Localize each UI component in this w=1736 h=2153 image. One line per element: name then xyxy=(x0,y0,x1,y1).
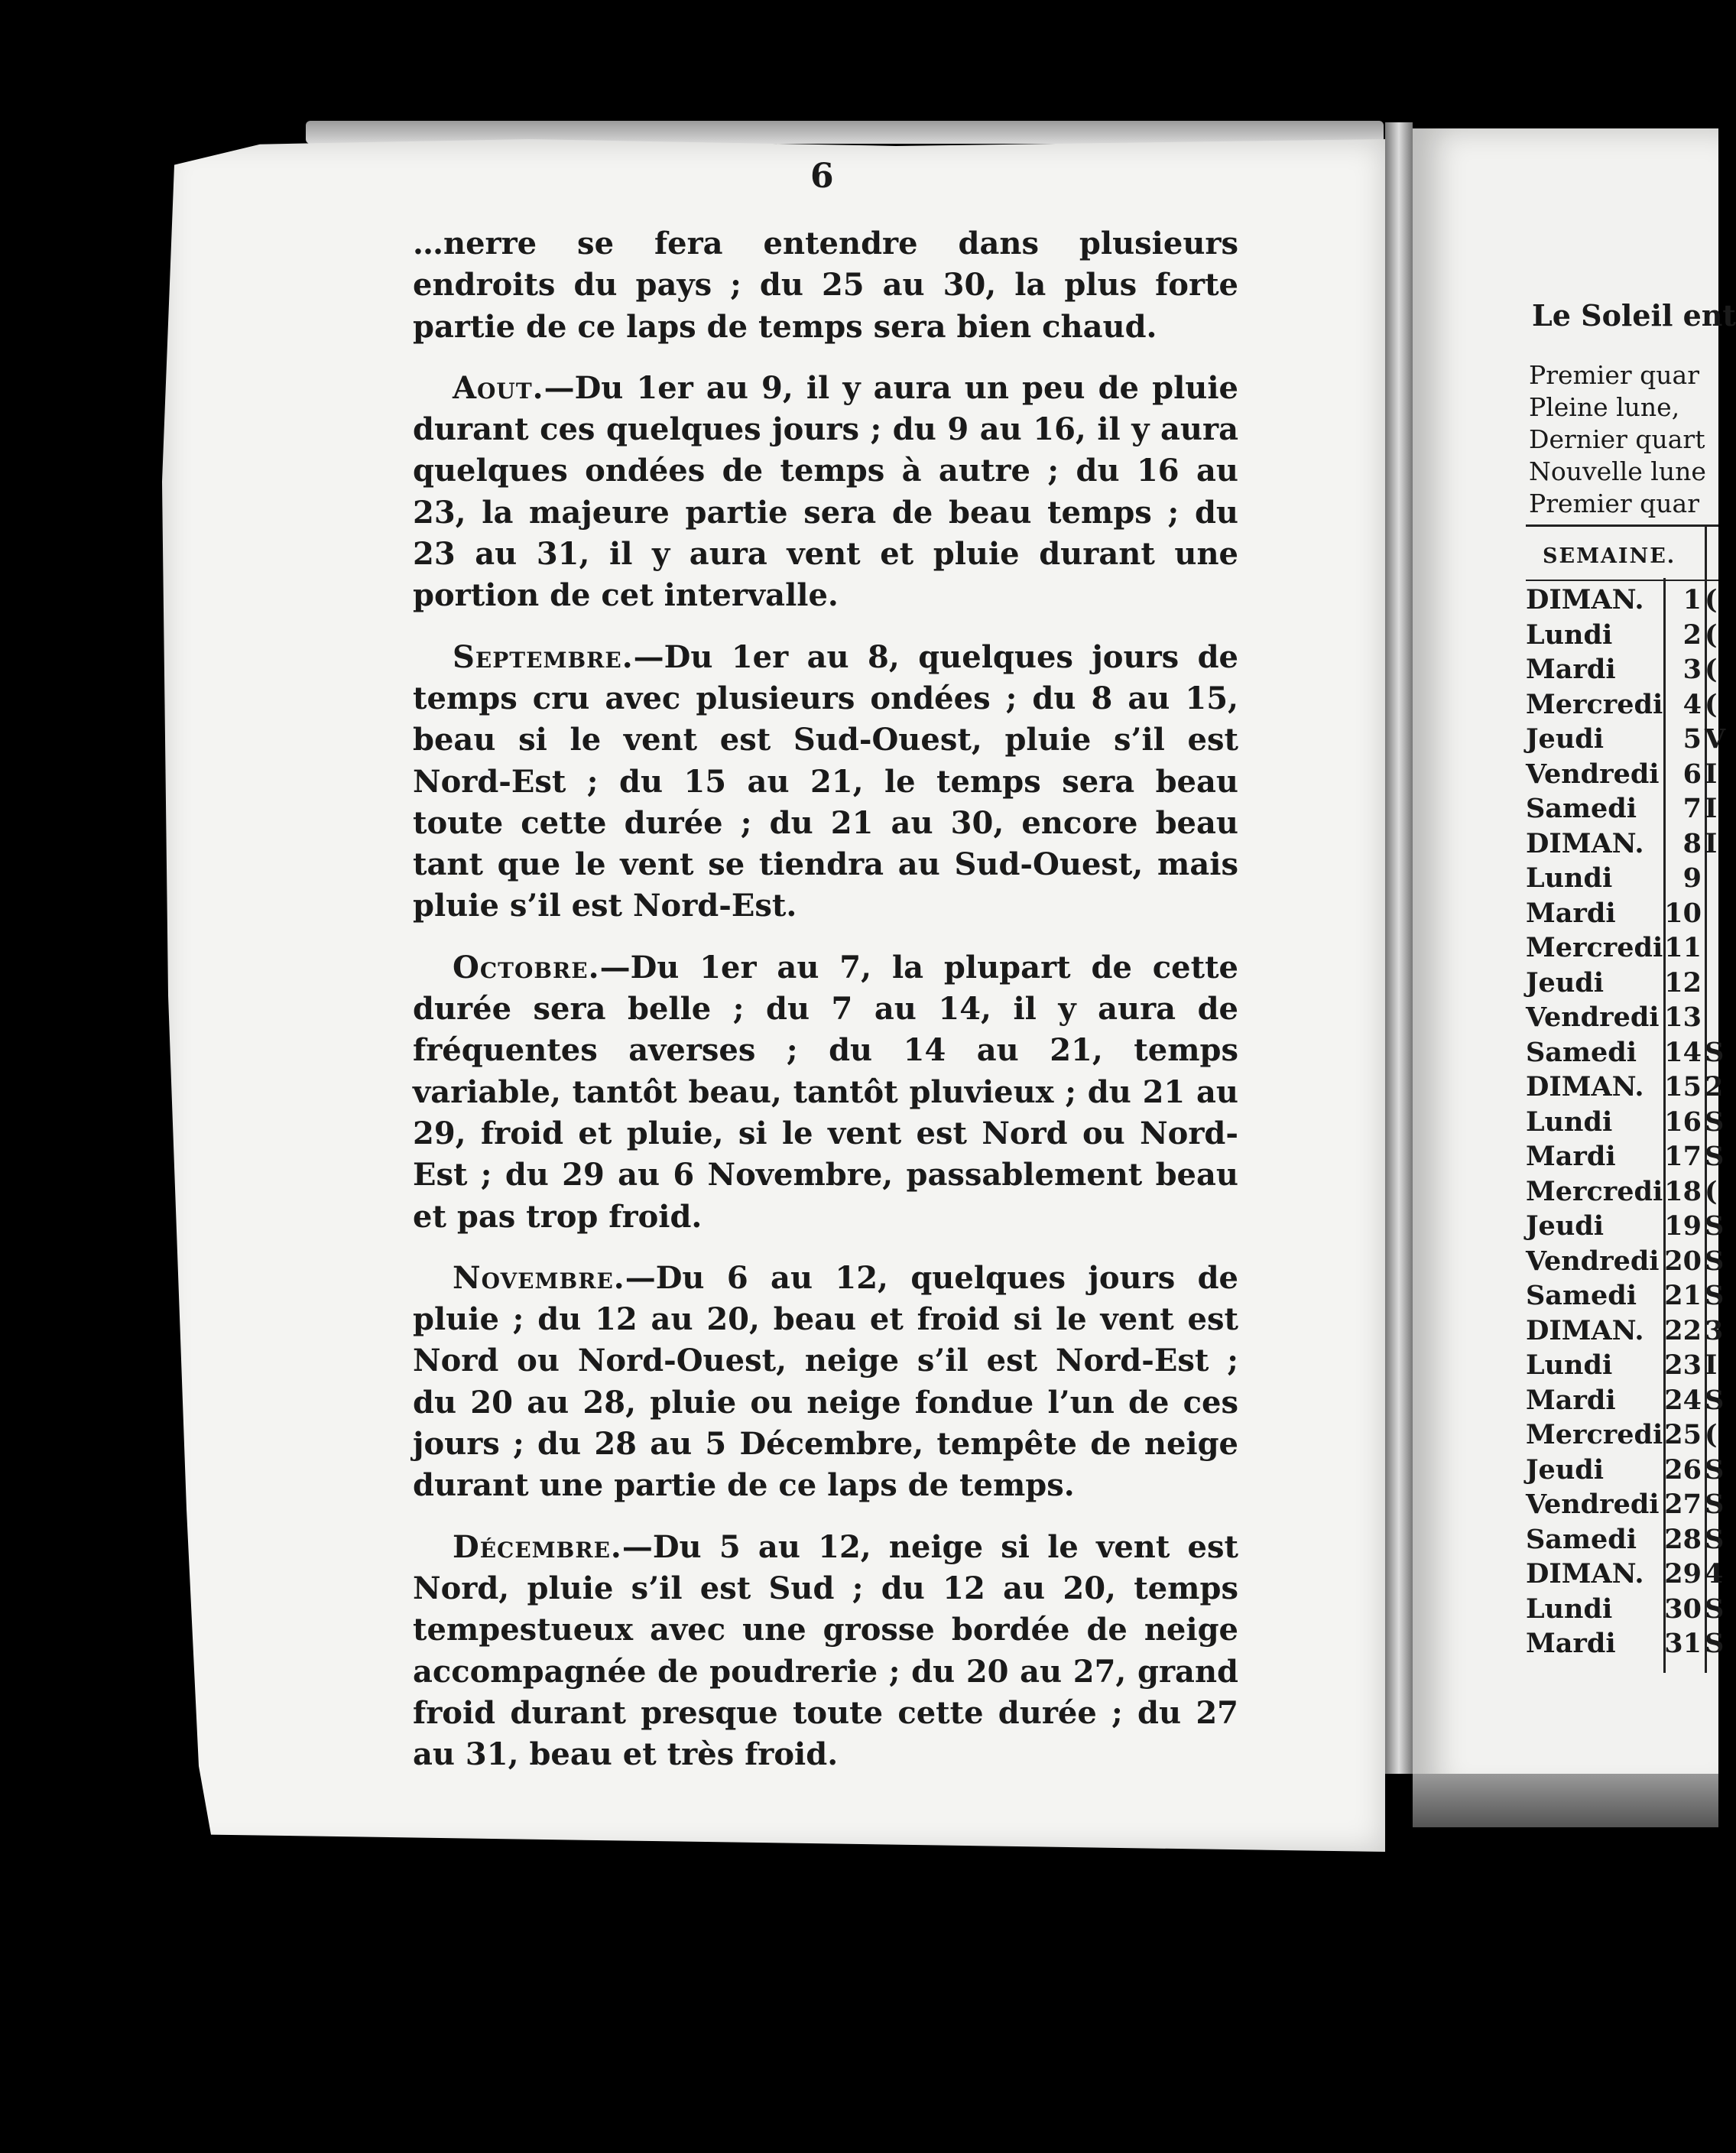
month-aout: Aout. xyxy=(453,369,544,406)
calendar-title: Le Soleil ent xyxy=(1532,298,1736,333)
day-number: 13 xyxy=(1664,1002,1702,1033)
novembre-text: —Du 6 au 12, quelques jours de pluie ; du 12 au 20, beau et froid si le vent est Nord ou Nord-Ouest, neige s’il est Nord-Est ; du 20 au 28, pluie ou neige fondue l’un de ces jours ; du 28 au 5 Décembre, tempête de neige durant une partie de ce laps de temps. xyxy=(413,1259,1238,1504)
day-extra: 2 xyxy=(1705,1071,1724,1102)
right-page-bottom-edge xyxy=(1413,1774,1718,1827)
day-name: Vendredi xyxy=(1526,758,1660,790)
day-number: 5 xyxy=(1682,723,1702,755)
day-extra: I xyxy=(1705,793,1718,824)
day-number: 30 xyxy=(1664,1593,1702,1625)
day-name: Mardi xyxy=(1526,1141,1616,1172)
day-name: Mardi xyxy=(1526,1628,1616,1659)
paragraph-aout xyxy=(413,368,1238,617)
phase-item: Pleine lune, xyxy=(1529,392,1680,422)
day-extra: 3 xyxy=(1705,1314,1724,1346)
day-number: 15 xyxy=(1664,1071,1702,1102)
day-number: 20 xyxy=(1664,1245,1702,1277)
day-number: 2 xyxy=(1682,619,1702,651)
day-number: 28 xyxy=(1664,1523,1702,1555)
month-septembre: Septembre. xyxy=(453,638,634,675)
day-name: Lundi xyxy=(1526,1349,1613,1381)
paragraph-novembre xyxy=(413,1258,1238,1507)
day-number: 16 xyxy=(1664,1106,1702,1138)
day-name: Mercredi xyxy=(1526,1175,1663,1207)
day-number: 26 xyxy=(1664,1453,1702,1486)
day-name: Lundi xyxy=(1526,1593,1613,1625)
day-name: DIMAN. xyxy=(1526,1314,1644,1346)
day-name: Jeudi xyxy=(1526,966,1605,999)
day-name: Lundi xyxy=(1526,862,1613,894)
month-novembre: Novembre. xyxy=(453,1259,625,1296)
day-name: Jeudi xyxy=(1526,1453,1605,1486)
day-name: Samedi xyxy=(1526,1280,1637,1311)
day-number: 9 xyxy=(1682,862,1702,894)
day-name: Mardi xyxy=(1526,897,1616,929)
day-number: 25 xyxy=(1664,1419,1702,1450)
month-decembre: Décembre. xyxy=(453,1528,622,1565)
day-extra: S xyxy=(1705,1036,1725,1068)
day-number: 29 xyxy=(1664,1558,1702,1590)
book-spine xyxy=(1385,122,1413,1774)
day-extra: S xyxy=(1705,1453,1725,1486)
day-number: 1 xyxy=(1682,584,1702,615)
day-extra: ( xyxy=(1705,619,1718,651)
day-extra: ( xyxy=(1705,584,1718,615)
day-extra: ( xyxy=(1705,654,1718,685)
day-extra: I xyxy=(1705,1349,1718,1381)
day-number: 18 xyxy=(1664,1175,1702,1207)
paragraph-decembre xyxy=(413,1527,1238,1776)
day-number: 23 xyxy=(1664,1349,1702,1381)
octobre-text: —Du 1er au 7, la plupart de cette durée sera belle ; du 7 au 14, il y aura de fréquentes averses ; du 14 au 21, temps variable, tantôt beau, tantôt pluvieux ; du 21 au 29, froid et pluie, si le vent est Nord ou Nord-Est ; du 29 au 6 Novembre, passablement beau et pas trop froid. xyxy=(413,949,1238,1235)
day-extra: 4 xyxy=(1705,1558,1724,1590)
day-extra: S xyxy=(1705,1489,1725,1520)
phase-item: Premier quar xyxy=(1529,489,1699,518)
day-extra: S xyxy=(1705,1106,1725,1138)
paragraph-octobre xyxy=(413,947,1238,1238)
decembre-text: —Du 5 au 12, neige si le vent est Nord, pluie s’il est Sud ; du 12 au 20, temps tempestueux avec une grosse bordée de neige accompagnée de poudrerie ; du 20 au 27, grand froid durant presque toute cette durée ; du 27 au 31, beau et très froid. xyxy=(413,1528,1238,1773)
day-extra: S xyxy=(1705,1384,1725,1416)
day-number: 14 xyxy=(1664,1036,1702,1068)
day-extra: ( xyxy=(1705,1175,1718,1207)
day-number: 22 xyxy=(1664,1314,1702,1346)
day-number: 8 xyxy=(1682,827,1702,859)
paragraph-intro: …nerre se fera entendre dans plusieurs endroits du pays ; du 25 au 30, la plus forte partie de ce laps de temps sera bien chaud. xyxy=(413,226,1238,345)
day-number: 27 xyxy=(1664,1489,1702,1520)
day-extra: S xyxy=(1705,1593,1725,1625)
forecast-text xyxy=(413,223,1238,1795)
day-name: Samedi xyxy=(1526,793,1637,824)
day-extra: V xyxy=(1705,723,1726,755)
day-name: Samedi xyxy=(1526,1523,1637,1555)
day-extra: S xyxy=(1705,1628,1725,1659)
day-number: 10 xyxy=(1664,897,1702,929)
paragraph-septembre xyxy=(413,637,1238,927)
day-number: 11 xyxy=(1664,932,1702,963)
aout-text: —Du 1er au 9, il y aura un peu de pluie durant ces quelques jours ; du 9 au 16, il y aura quelques ondées de temps à autre ; du 16 au 23, la majeure partie sera de beau temps ; du 23 au 31, il y aura vent et pluie durant une portion de cet intervalle. xyxy=(413,369,1238,614)
day-number: 21 xyxy=(1664,1280,1702,1311)
day-name: Lundi xyxy=(1526,619,1613,651)
day-name: Mardi xyxy=(1526,1384,1616,1416)
day-name: Jeudi xyxy=(1526,723,1605,755)
day-extra: S xyxy=(1705,1280,1725,1311)
day-number: 6 xyxy=(1682,758,1702,790)
day-name: Vendredi xyxy=(1526,1489,1660,1520)
day-name: Samedi xyxy=(1526,1036,1637,1068)
day-name: DIMAN. xyxy=(1526,1558,1644,1590)
day-name: Mardi xyxy=(1526,654,1616,685)
day-number: 12 xyxy=(1664,966,1702,999)
day-extra: ( xyxy=(1705,688,1718,720)
day-extra: S xyxy=(1705,1245,1725,1277)
day-name: Mercredi xyxy=(1526,1419,1663,1450)
moon-phases xyxy=(1529,359,1706,520)
day-number: 7 xyxy=(1682,793,1702,824)
day-extra: S xyxy=(1705,1523,1725,1555)
phase-item: Nouvelle lune xyxy=(1529,456,1706,486)
day-number: 4 xyxy=(1682,688,1702,720)
day-extra: I xyxy=(1705,758,1718,790)
day-name: Vendredi xyxy=(1526,1245,1660,1277)
day-number: 31 xyxy=(1664,1628,1702,1659)
day-extra: S xyxy=(1705,1141,1725,1172)
page-number: 6 xyxy=(810,157,834,196)
phase-item: Dernier quart xyxy=(1529,424,1705,454)
septembre-text: —Du 1er au 8, quelques jours de temps cru avec plusieurs ondées ; du 8 au 15, beau si le vent est Sud-Ouest, pluie s’il est Nord-Est ; du 15 au 21, le temps sera beau toute cette durée ; du 21 au 30, encore beau tant que le vent se tiendra au Sud-Ouest, mais pluie s’il est Nord-Est. xyxy=(413,638,1238,924)
phase-item: Premier quar xyxy=(1529,360,1699,390)
day-name: Jeudi xyxy=(1526,1210,1605,1242)
day-name: DIMAN. xyxy=(1526,827,1644,859)
day-name: Mercredi xyxy=(1526,688,1663,720)
day-extra: S xyxy=(1705,1210,1725,1242)
day-name: Vendredi xyxy=(1526,1002,1660,1033)
day-number: 17 xyxy=(1664,1141,1702,1172)
day-name: DIMAN. xyxy=(1526,584,1644,615)
page-top-edge xyxy=(306,121,1384,144)
day-number: 19 xyxy=(1664,1210,1702,1242)
day-name: Lundi xyxy=(1526,1106,1613,1138)
day-name: Mercredi xyxy=(1526,932,1663,963)
day-extra: I xyxy=(1705,827,1718,859)
day-name: DIMAN. xyxy=(1526,1071,1644,1102)
semaine-header: SEMAINE. xyxy=(1543,544,1676,568)
month-octobre: Octobre. xyxy=(453,949,600,986)
table-top-rule xyxy=(1526,524,1718,527)
day-number: 3 xyxy=(1682,654,1702,685)
day-number: 24 xyxy=(1664,1384,1702,1416)
day-extra: ( xyxy=(1705,1419,1718,1450)
table-header-rule xyxy=(1526,580,1718,581)
